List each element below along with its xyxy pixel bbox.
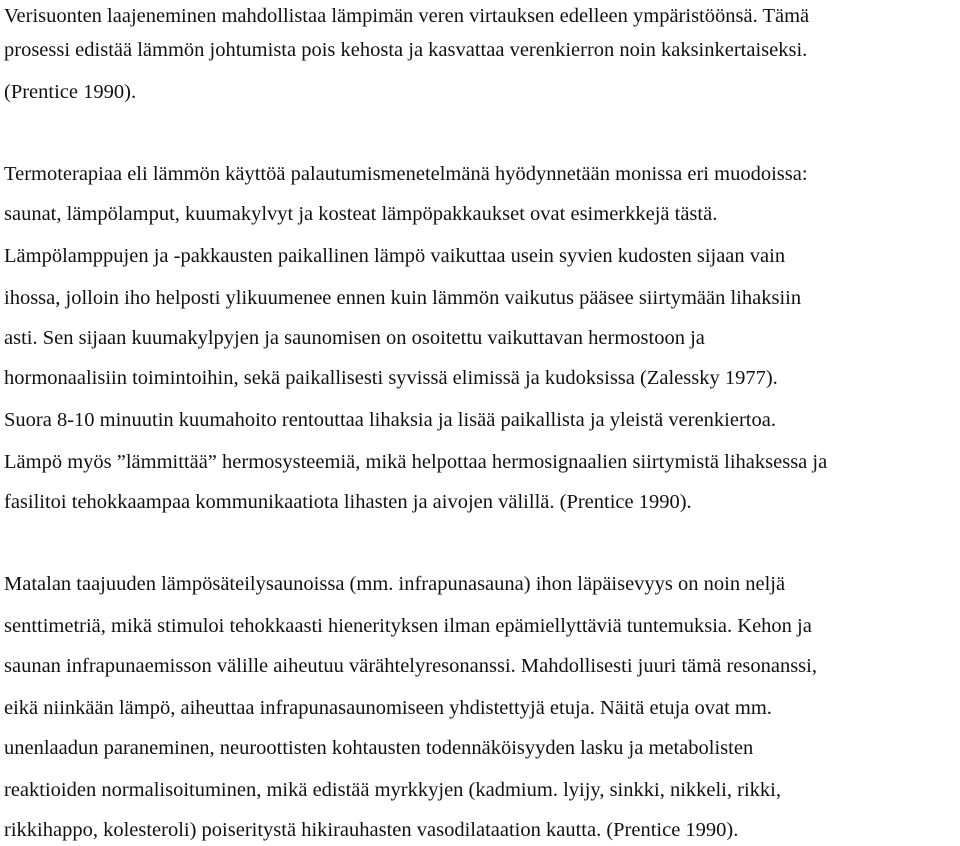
text-line: hormonaalisiin toimintoihin, sekä paikallisesti syvissä elimissä ja kudoksissa (Zalessky 1977).: [4, 367, 778, 389]
text-line: Lämpö myös ”lämmittää” hermosysteemiä, mikä helpottaa hermosignaalien siirtymistä lihaksessa ja: [4, 451, 828, 473]
text-line: asti. Sen sijaan kuumakylpyjen ja saunomisen on osoitettu vaikuttavan hermostoon ja: [4, 327, 705, 349]
text-line: prosessi edistää lämmön johtumista pois kehosta ja kasvattaa verenkierron noin kaksinkertaiseksi.: [4, 39, 808, 61]
text-line: saunan infrapunaemisson välille aiheutuu värähtelyresonanssi. Mahdollisesti juuri tämä resonanssi,: [4, 655, 817, 677]
text-line: Termoterapiaa eli lämmön käyttöä palautumismenetelmänä hyödynnetään monissa eri muodoissa:: [4, 163, 808, 185]
text-line: senttimetriä, mikä stimuloi tehokkaasti hienerityksen ilman epämiellyttäviä tuntemuksia. Kehon ja: [4, 615, 812, 637]
text-line: reaktioiden normalisoituminen, mikä edistää myrkkyjen (kadmium. lyijy, sinkki, nikkeli, rikki,: [4, 779, 781, 801]
text-line: saunat, lämpölamput, kuumakylvyt ja kosteat lämpöpakkaukset ovat esimerkkejä tästä.: [4, 203, 718, 225]
text-line: eikä niinkään lämpö, aiheuttaa infrapunasaunomiseen yhdistettyjä etuja. Näitä etuja ovat mm.: [4, 697, 772, 719]
text-line: Matalan taajuuden lämpösäteilysaunoissa (mm. infrapunasauna) ihon läpäisevyys on noin neljä: [4, 573, 786, 595]
text-line: Suora 8-10 minuutin kuumahoito rentouttaa lihaksia ja lisää paikallista ja yleistä verenkiertoa.: [4, 409, 776, 431]
text-line: unenlaadun paraneminen, neuroottisten kohtausten todennäköisyyden lasku ja metabolisten: [4, 737, 754, 759]
text-line: rikkihappo, kolesteroli) poiseritystä hikirauhasten vasodilataation kautta. (Prentice 1990).: [4, 819, 739, 841]
text-line: Verisuonten laajeneminen mahdollistaa lämpimän veren virtauksen edelleen ympäristöönsä. Tämä: [4, 5, 810, 27]
text-line: Lämpölamppujen ja -pakkausten paikallinen lämpö vaikuttaa usein syvien kudosten sijaan vain: [4, 245, 786, 267]
text-line: fasilitoi tehokkaampaa kommunikaatiota lihasten ja aivojen välillä. (Prentice 1990).: [4, 491, 692, 513]
text-line: ihossa, jolloin iho helposti ylikuumenee ennen kuin lämmön vaikutus pääsee siirtymään lihaksiin: [4, 287, 802, 309]
text-line: (Prentice 1990).: [4, 81, 137, 103]
